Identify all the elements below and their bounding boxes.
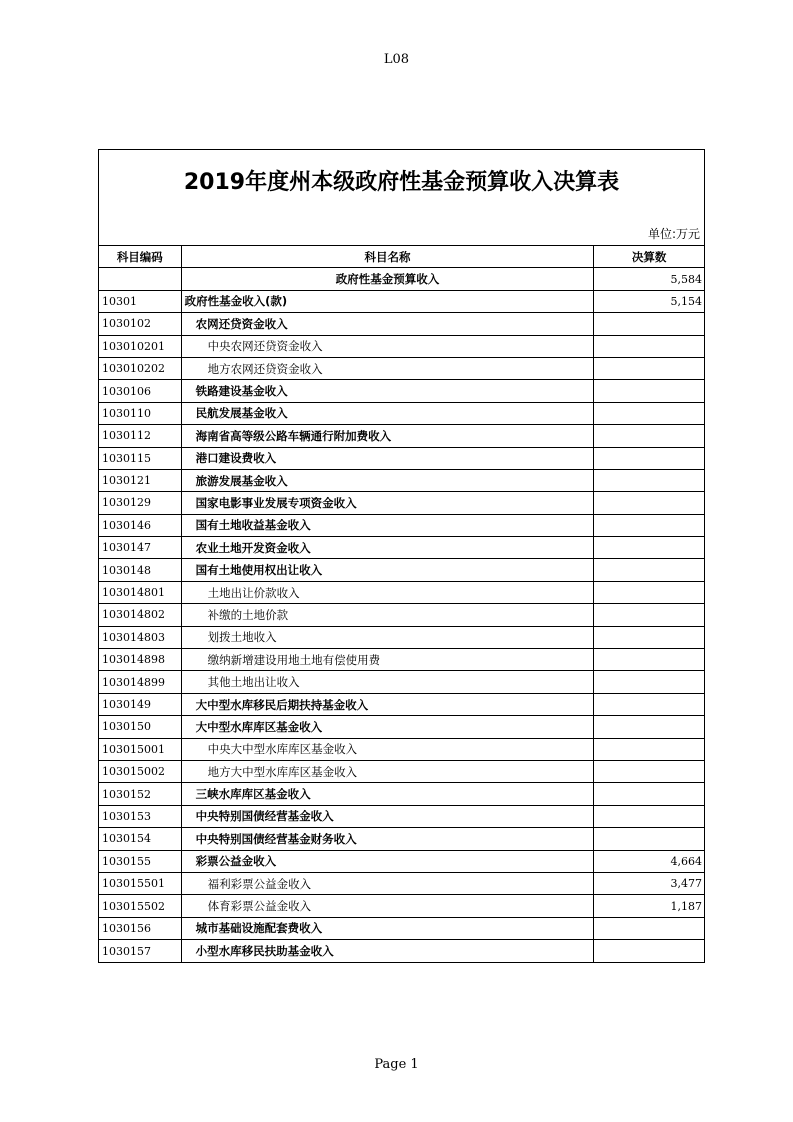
row-name: 体育彩票公益金收入 <box>181 895 594 917</box>
row-code: 1030147 <box>99 537 181 559</box>
row-code: 1030153 <box>99 805 181 827</box>
row-amount <box>594 716 704 738</box>
row-name: 小型水库移民扶助基金收入 <box>181 940 594 962</box>
row-name: 缴纳新增建设用地土地有偿使用费 <box>181 649 594 671</box>
table-row <box>99 514 704 536</box>
row-code: 1030152 <box>99 783 181 805</box>
table-row <box>99 805 704 827</box>
row-amount <box>594 626 704 648</box>
table-row <box>99 760 704 782</box>
table-row <box>99 649 704 671</box>
row-amount <box>594 514 704 536</box>
row-name: 政府性基金收入(款) <box>181 290 594 312</box>
table-row <box>99 537 704 559</box>
row-name: 划拨土地收入 <box>181 626 594 648</box>
row-amount <box>594 940 704 962</box>
header-name: 科目名称 <box>181 246 594 268</box>
table-row <box>99 447 704 469</box>
row-amount <box>594 738 704 760</box>
table-row <box>99 335 704 357</box>
table-row <box>99 716 704 738</box>
row-code: 1030155 <box>99 850 181 872</box>
row-amount: 4,664 <box>594 850 704 872</box>
row-name: 农网还贷资金收入 <box>181 313 594 335</box>
row-name: 土地出让价款收入 <box>181 581 594 603</box>
table-row <box>99 940 704 962</box>
row-amount <box>594 828 704 850</box>
row-amount <box>594 335 704 357</box>
table-row <box>99 425 704 447</box>
row-amount <box>594 537 704 559</box>
row-amount <box>594 492 704 514</box>
row-name: 大中型水库移民后期扶持基金收入 <box>181 693 594 715</box>
table-row <box>99 671 704 693</box>
row-code: 103014803 <box>99 626 181 648</box>
table-row <box>99 738 704 760</box>
row-code: 103010201 <box>99 335 181 357</box>
row-code: 103014899 <box>99 671 181 693</box>
row-amount <box>594 649 704 671</box>
header-amount: 决算数 <box>594 246 704 268</box>
table-row <box>99 872 704 894</box>
row-code: 10301 <box>99 290 181 312</box>
row-name: 国有土地收益基金收入 <box>181 514 594 536</box>
row-name: 中央农网还贷资金收入 <box>181 335 594 357</box>
row-name: 三峡水库库区基金收入 <box>181 783 594 805</box>
row-code: 103015001 <box>99 738 181 760</box>
row-code: 1030102 <box>99 313 181 335</box>
table-row <box>99 268 704 290</box>
table-row <box>99 559 704 581</box>
row-amount <box>594 447 704 469</box>
row-name: 大中型水库库区基金收入 <box>181 716 594 738</box>
row-name: 福利彩票公益金收入 <box>181 872 594 894</box>
table-body <box>99 268 704 962</box>
table-row <box>99 693 704 715</box>
row-code: 1030112 <box>99 425 181 447</box>
row-name: 港口建设费收入 <box>181 447 594 469</box>
row-name: 其他土地出让收入 <box>181 671 594 693</box>
row-amount <box>594 402 704 424</box>
row-code: 103010202 <box>99 357 181 379</box>
row-amount <box>594 313 704 335</box>
row-code: 1030110 <box>99 402 181 424</box>
table-row <box>99 783 704 805</box>
row-code: 1030121 <box>99 469 181 491</box>
row-code: 1030157 <box>99 940 181 962</box>
row-amount <box>594 469 704 491</box>
row-amount <box>594 559 704 581</box>
row-amount <box>594 671 704 693</box>
row-amount <box>594 805 704 827</box>
table-row <box>99 895 704 917</box>
table-row <box>99 626 704 648</box>
row-name: 地方农网还贷资金收入 <box>181 357 594 379</box>
row-code: 1030149 <box>99 693 181 715</box>
table-row <box>99 828 704 850</box>
row-amount <box>594 604 704 626</box>
row-name: 中央特别国债经营基金财务收入 <box>181 828 594 850</box>
table-row <box>99 581 704 603</box>
row-name: 国有土地使用权出让收入 <box>181 559 594 581</box>
page-footer: Page 1 <box>374 1057 419 1072</box>
row-amount <box>594 425 704 447</box>
row-code: 1030156 <box>99 917 181 939</box>
row-code: 1030150 <box>99 716 181 738</box>
row-amount <box>594 783 704 805</box>
row-name: 铁路建设基金收入 <box>181 380 594 402</box>
table-row <box>99 604 704 626</box>
table-row <box>99 380 704 402</box>
row-name: 城市基础设施配套费收入 <box>181 917 594 939</box>
table-row <box>99 402 704 424</box>
row-code: 103015502 <box>99 895 181 917</box>
row-name: 补缴的土地价款 <box>181 604 594 626</box>
row-amount: 3,477 <box>594 872 704 894</box>
row-code: 1030106 <box>99 380 181 402</box>
budget-table-sheet <box>98 149 705 963</box>
table-row <box>99 492 704 514</box>
row-amount <box>594 760 704 782</box>
row-name: 海南省高等级公路车辆通行附加费收入 <box>181 425 594 447</box>
row-name: 民航发展基金收入 <box>181 402 594 424</box>
row-code: 103015501 <box>99 872 181 894</box>
page-code: L08 <box>383 52 410 67</box>
row-code: 1030129 <box>99 492 181 514</box>
row-amount <box>594 917 704 939</box>
row-code: 1030146 <box>99 514 181 536</box>
row-name: 地方大中型水库库区基金收入 <box>181 760 594 782</box>
page-title: 2019年度州本级政府性基金预算收入决算表 <box>183 170 620 195</box>
row-name: 旅游发展基金收入 <box>181 469 594 491</box>
row-name: 彩票公益金收入 <box>181 850 594 872</box>
row-name: 国家电影事业发展专项资金收入 <box>181 492 594 514</box>
revenue-table <box>99 245 704 962</box>
header-code: 科目编码 <box>99 246 181 268</box>
unit-label: 单位:万元 <box>647 227 700 241</box>
row-amount <box>594 380 704 402</box>
row-code: 103014802 <box>99 604 181 626</box>
row-amount <box>594 581 704 603</box>
row-code <box>99 268 181 290</box>
table-row <box>99 917 704 939</box>
row-name: 中央特别国债经营基金收入 <box>181 805 594 827</box>
row-code: 1030148 <box>99 559 181 581</box>
row-code: 103015002 <box>99 760 181 782</box>
title-area <box>99 150 704 223</box>
row-amount: 5,154 <box>594 290 704 312</box>
row-amount: 1,187 <box>594 895 704 917</box>
row-code: 1030115 <box>99 447 181 469</box>
row-name: 农业土地开发资金收入 <box>181 537 594 559</box>
table-row <box>99 357 704 379</box>
table-row <box>99 850 704 872</box>
row-amount <box>594 693 704 715</box>
table-row <box>99 313 704 335</box>
table-row <box>99 290 704 312</box>
table-row <box>99 469 704 491</box>
table-header-row <box>99 246 704 268</box>
row-name: 政府性基金预算收入 <box>181 268 594 290</box>
row-amount: 5,584 <box>594 268 704 290</box>
row-code: 1030154 <box>99 828 181 850</box>
row-code: 103014898 <box>99 649 181 671</box>
row-amount <box>594 357 704 379</box>
row-code: 103014801 <box>99 581 181 603</box>
row-name: 中央大中型水库库区基金收入 <box>181 738 594 760</box>
